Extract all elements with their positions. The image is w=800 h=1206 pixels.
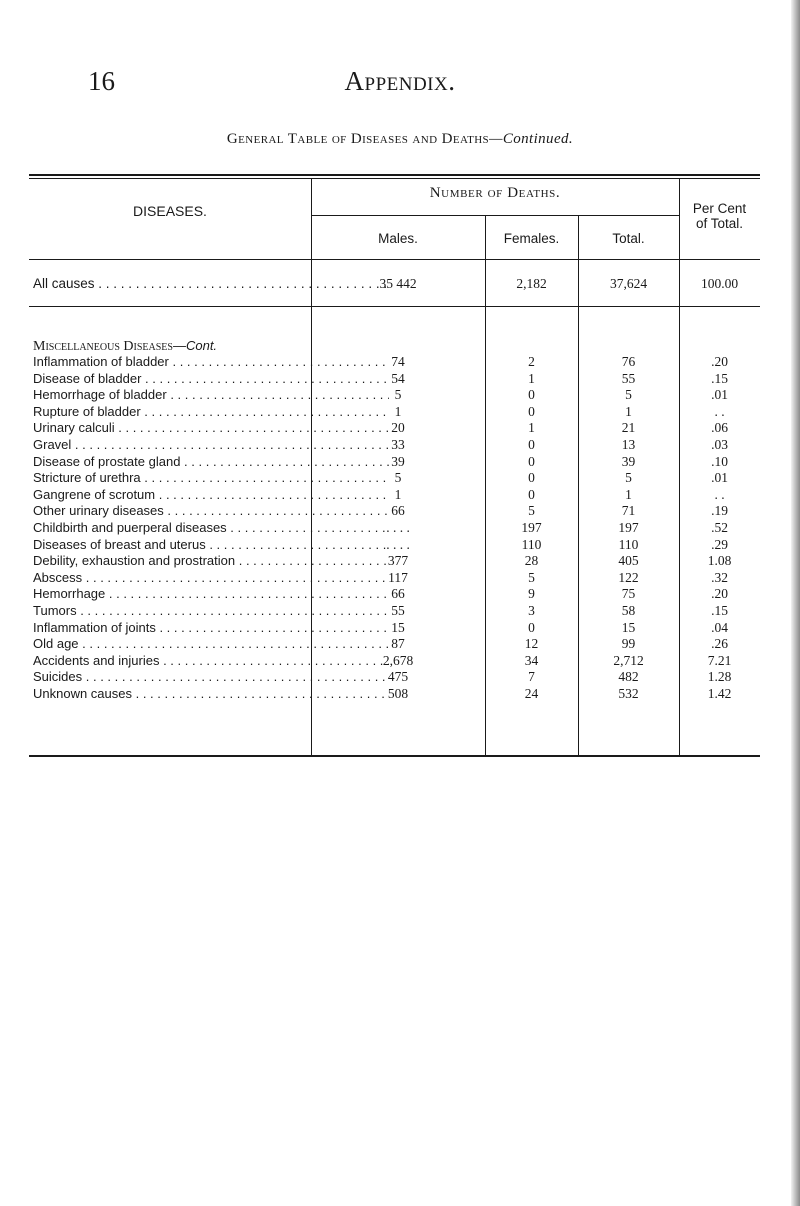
row-total: 39 [621,453,636,469]
row-per-cent: .26 [711,636,728,652]
row-per-cent: .10 [711,453,728,469]
row-total: 1 [625,403,632,419]
row-females: 0 [528,619,535,635]
row-label: Abscess . . . [33,570,389,587]
table-row [29,553,760,570]
table-row [29,603,760,620]
row-label: Inflammation of joints . . . [33,620,389,637]
header-diseases: DISEASES. [133,203,207,219]
row-males: 5 [394,387,402,403]
row-males: 1 [394,403,402,419]
row-males: 39 [391,453,405,469]
row-males: 66 [391,586,405,602]
row-label: Debility, exhaustion and prostration . . . [33,553,389,570]
row-label: Old age . . . [33,636,389,653]
row-per-cent: .15 [711,370,728,386]
table-title-main: General Table of Diseases and Deaths [226,131,490,147]
row-males: 87 [391,636,405,652]
table-bottom-rule [29,755,760,757]
top-rule-thin [29,178,760,179]
table-row [29,371,760,388]
row-label: Accidents and injuries . . . [33,653,389,670]
deaths-group-rule [311,215,679,216]
row-females: 24 [524,685,539,701]
row-females: 0 [528,403,535,419]
row-females: 2 [528,354,535,369]
row-per-cent: .29 [711,536,728,552]
table-body [29,337,760,702]
section-title: Miscellaneous Diseases [33,339,173,354]
row-females: 5 [528,569,535,585]
row-females: 0 [528,453,535,469]
row-males: 2,678 [382,652,414,668]
row-per-cent: .15 [711,602,728,618]
row-container [29,354,760,702]
running-head: Appendix. [344,66,456,96]
row-males: 475 [387,669,409,685]
row-total: 405 [618,553,639,569]
top-rule [29,174,760,176]
row-label: Disease of bladder . . . [33,371,389,388]
row-label: Disease of prostate gland . . . [33,454,389,471]
table-row [29,669,760,686]
header-bottom-rule [29,259,760,260]
row-total: 55 [621,370,636,386]
row-total: 1 [625,486,632,502]
table-row [29,487,760,504]
table-row [29,470,760,487]
row-per-cent: 1.42 [707,685,732,701]
row-males: 66 [391,503,405,519]
row-females: 34 [524,652,539,668]
row-total: 76 [621,354,636,369]
header-per-cent-line2: of Total. [695,216,744,231]
row-males: 54 [391,370,405,386]
table-row [29,636,760,653]
row-label: Gangrene of scrotum . . . [33,487,389,504]
row-females: 7 [528,669,535,685]
header-males: Males. [378,231,418,246]
row-males: . . . . [386,536,410,552]
row-females: 1 [528,420,535,436]
table-row [29,686,760,703]
table-row [29,437,760,454]
row-per-cent: .06 [711,420,728,436]
header-per-cent [679,201,760,231]
row-total: 532 [618,685,639,701]
row-females: 0 [528,387,535,403]
table-row [29,387,760,404]
row-label: Inflammation of bladder . . . [33,354,389,371]
row-males: 117 [388,569,408,585]
row-total: 71 [621,503,636,519]
row-per-cent: .03 [711,436,728,452]
row-total: 197 [618,519,639,535]
row-females: 0 [528,470,535,486]
allcauses-bottom-rule [29,306,760,307]
row-total: 482 [618,669,639,685]
row-females: 5 [528,503,535,519]
row-per-cent: .20 [711,586,728,602]
row-per-cent: .20 [711,354,728,369]
page-number: 16 [88,66,115,96]
row-label: Diseases of breast and uterus . . . [33,537,389,554]
table-row [29,570,760,587]
row-per-cent: . . [714,486,725,502]
row-total: 5 [625,387,632,403]
row-label: Suicides . . . [33,669,389,686]
row-label: Childbirth and puerperal diseases . . . [33,520,389,537]
all-causes-females: 2,182 [516,276,547,291]
row-females: 28 [524,553,539,569]
row-males: . . . . [386,519,410,535]
section-suffix: —Cont. [172,338,218,353]
all-causes-total: 37,624 [609,276,648,291]
all-causes-per-cent: 100.00 [700,276,739,291]
row-per-cent: 1.28 [707,669,732,685]
row-females: 0 [528,436,535,452]
row-males: 33 [391,436,405,452]
row-females: 12 [524,636,539,652]
row-females: 0 [528,486,535,502]
row-label: Unknown causes . . . [33,686,389,703]
row-total: 99 [621,636,636,652]
row-males: 74 [391,354,405,369]
row-total: 58 [621,602,636,618]
row-males: 5 [394,470,402,486]
row-per-cent: .19 [711,503,728,519]
row-label: Rupture of bladder . . . [33,404,389,421]
row-label: Tumors . . . [33,603,389,620]
row-label: Other urinary diseases . . . [33,503,389,520]
table-row [29,354,760,371]
row-males: 15 [391,619,405,635]
table-row [29,420,760,437]
header-total: Total. [612,231,645,246]
row-per-cent: . . [714,403,725,419]
row-per-cent: .01 [711,387,728,403]
row-label: Stricture of urethra . . . [33,470,389,487]
row-per-cent: .32 [711,569,728,585]
row-per-cent: 1.08 [707,553,732,569]
table-title [0,131,800,148]
row-total: 15 [621,619,636,635]
row-females: 110 [521,536,542,552]
table-row [29,404,760,421]
table-row [29,653,760,670]
section-heading [29,337,760,354]
row-label: Hemorrhage . . . [33,586,389,603]
table-row [29,520,760,537]
row-label: Gravel . . . [33,437,389,454]
row-per-cent: 7.21 [707,652,732,668]
header-females: Females. [503,231,560,246]
row-total: 110 [618,536,639,552]
table-row [29,620,760,637]
row-total: 5 [625,470,632,486]
row-per-cent: .52 [711,519,728,535]
header-number-of-deaths: Number of Deaths. [429,185,561,201]
all-causes-label: All causes . . . [33,274,389,294]
row-total: 75 [621,586,636,602]
row-total: 122 [618,569,639,585]
disease-table [29,174,760,757]
row-males: 55 [391,602,405,618]
row-females: 9 [528,586,535,602]
table-row [29,503,760,520]
row-label: Hemorrhage of bladder . . . [33,387,389,404]
scan-edge [791,0,800,1206]
row-total: 13 [621,436,636,452]
table-title-suffix: —Continued. [489,131,574,147]
row-males: 1 [394,486,402,502]
all-causes-row [29,274,760,294]
row-males: 508 [387,685,409,701]
row-females: 197 [521,519,542,535]
row-males: 20 [391,420,405,436]
row-per-cent: .01 [711,470,728,486]
table-row [29,537,760,554]
header-per-cent-line1: Per Cent [692,201,747,216]
row-total: 2,712 [613,652,644,668]
row-total: 21 [621,420,636,436]
row-females: 1 [528,370,535,386]
table-row [29,454,760,471]
row-males: 377 [387,553,409,569]
row-label: Urinary calculi . . . [33,420,389,437]
table-row [29,586,760,603]
row-females: 3 [528,602,535,618]
page-header [0,66,800,100]
row-per-cent: .04 [711,619,728,635]
all-causes-males: 35 442 [379,276,417,291]
